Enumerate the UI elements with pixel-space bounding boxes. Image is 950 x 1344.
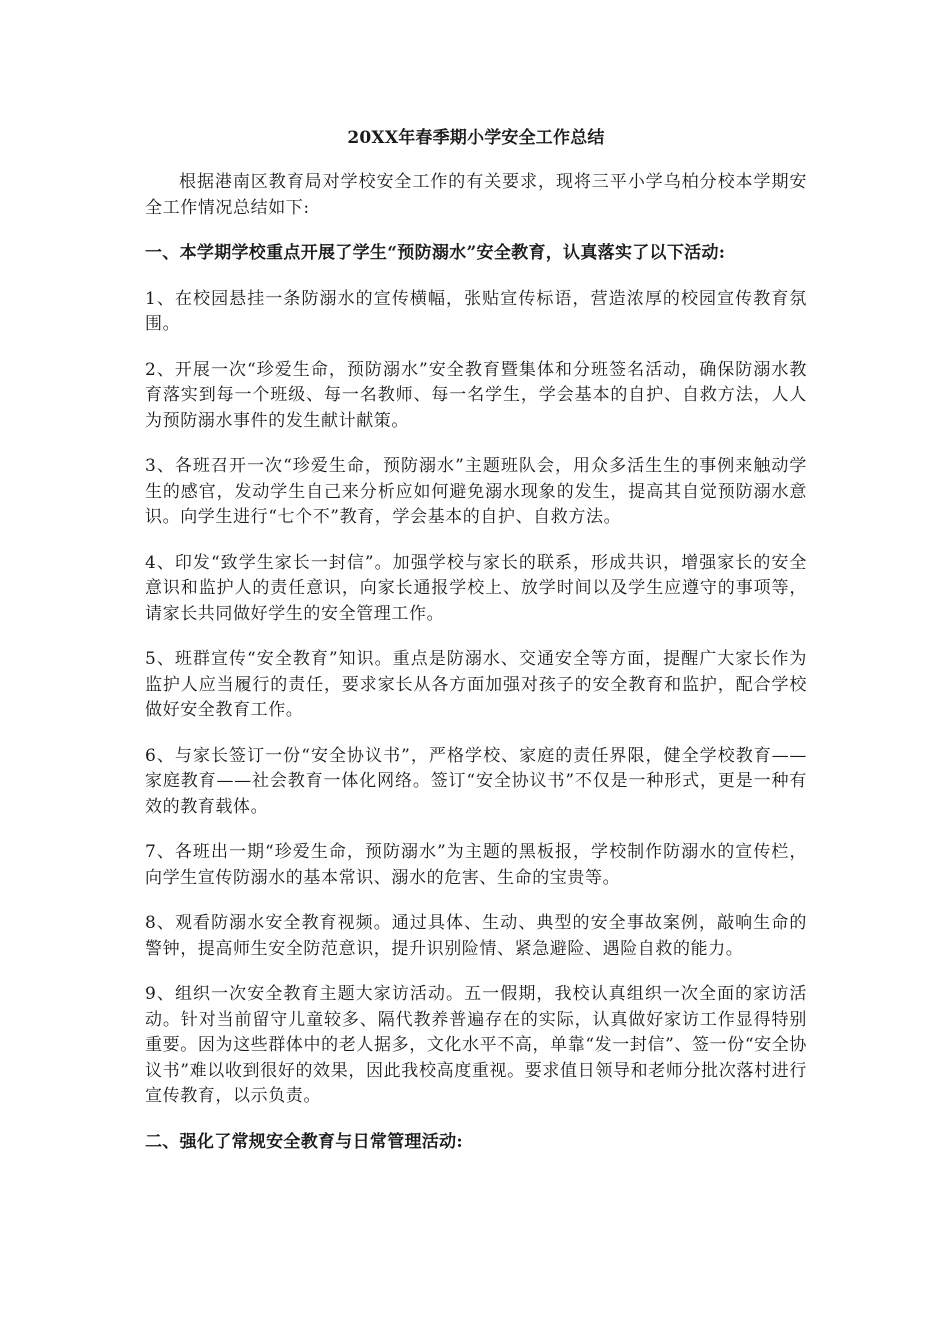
intro-paragraph: 根据港南区教育局对学校安全工作的有关要求，现将三平小学乌柏分校本学期安全工作情况总结如下: bbox=[145, 172, 807, 218]
list-item-6: 6、与家长签订一份“安全协议书”，严格学校、家庭的责任界限，健全学校教育——家庭教育——社会教育一体化网络。签订“安全协议书”不仅是一种形式，更是一种有效的教育载体。 bbox=[145, 745, 807, 817]
list-item-5: 5、班群宣传“安全教育”知识。重点是防溺水、交通安全等方面，提醒广大家长作为监护人应当履行的责任，要求家长从各方面加强对孩子的安全教育和监护，配合学校做好安全教育工作。 bbox=[145, 649, 807, 720]
document-page bbox=[145, 124, 807, 1175]
list-item-9: 9、组织一次安全教育主题大家访活动。五一假期，我校认真组织一次全面的家访活动。针对当前留守儿童较多、隔代教养普遍存在的实际，认真做好家访工作显得特别重要。因为这些群体中的老人据多，文化水平不高，单靠“发一封信”、签一份“安全协议书”难以收到很好的效果，因此我校高度重视。要求值日领导和老师分批次落村进行宣传教育，以示负责。 bbox=[145, 984, 807, 1106]
list-item-3: 3、各班召开一次“珍爱生命，预防溺水”主题班队会，用众多活生生的事例来触动学生的感官，发动学生自己来分析应如何避免溺水现象的发生，提高其自觉预防溺水意识。向学生进行“七个不”教育，学会基本的自护、自救方法。 bbox=[145, 456, 807, 527]
list-item-7: 7、各班出一期“珍爱生命，预防溺水”为主题的黑板报，学校制作防溺水的宣传栏，向学生宣传防溺水的基本常识、溺水的危害、生命的宝贵等。 bbox=[145, 842, 807, 888]
section-heading-1: 一、本学期学校重点开展了学生“预防溺水”安全教育，认真落实了以下活动: bbox=[145, 243, 726, 263]
list-item-2: 2、开展一次“珍爱生命，预防溺水”安全教育暨集体和分班签名活动，确保防溺水教育落实到每一个班级、每一名教师、每一名学生，学会基本的自护、自救方法，人人为预防溺水事件的发生献计献策。 bbox=[145, 359, 807, 431]
list-item-1: 1、在校园悬挂一条防溺水的宣传横幅，张贴宣传标语，营造浓厚的校园宣传教育氛围。 bbox=[145, 288, 807, 334]
document-title: 20XX年春季期小学安全工作总结 bbox=[347, 128, 605, 148]
list-item-4: 4、印发“致学生家长一封信”。加强学校与家长的联系，形成共识，增强家长的安全意识和监护人的责任意识，向家长通报学校上、放学时间以及学生应遵守的事项等，请家长共同做好学生的安全管理工作。 bbox=[145, 552, 807, 624]
list-item-8: 8、观看防溺水安全教育视频。通过具体、生动、典型的安全事故案例，敲响生命的警钟，提高师生安全防范意识，提升识别险情、紧急避险、遇险自救的能力。 bbox=[145, 913, 807, 959]
section-heading-2: 二、强化了常规安全教育与日常管理活动: bbox=[145, 1131, 463, 1152]
